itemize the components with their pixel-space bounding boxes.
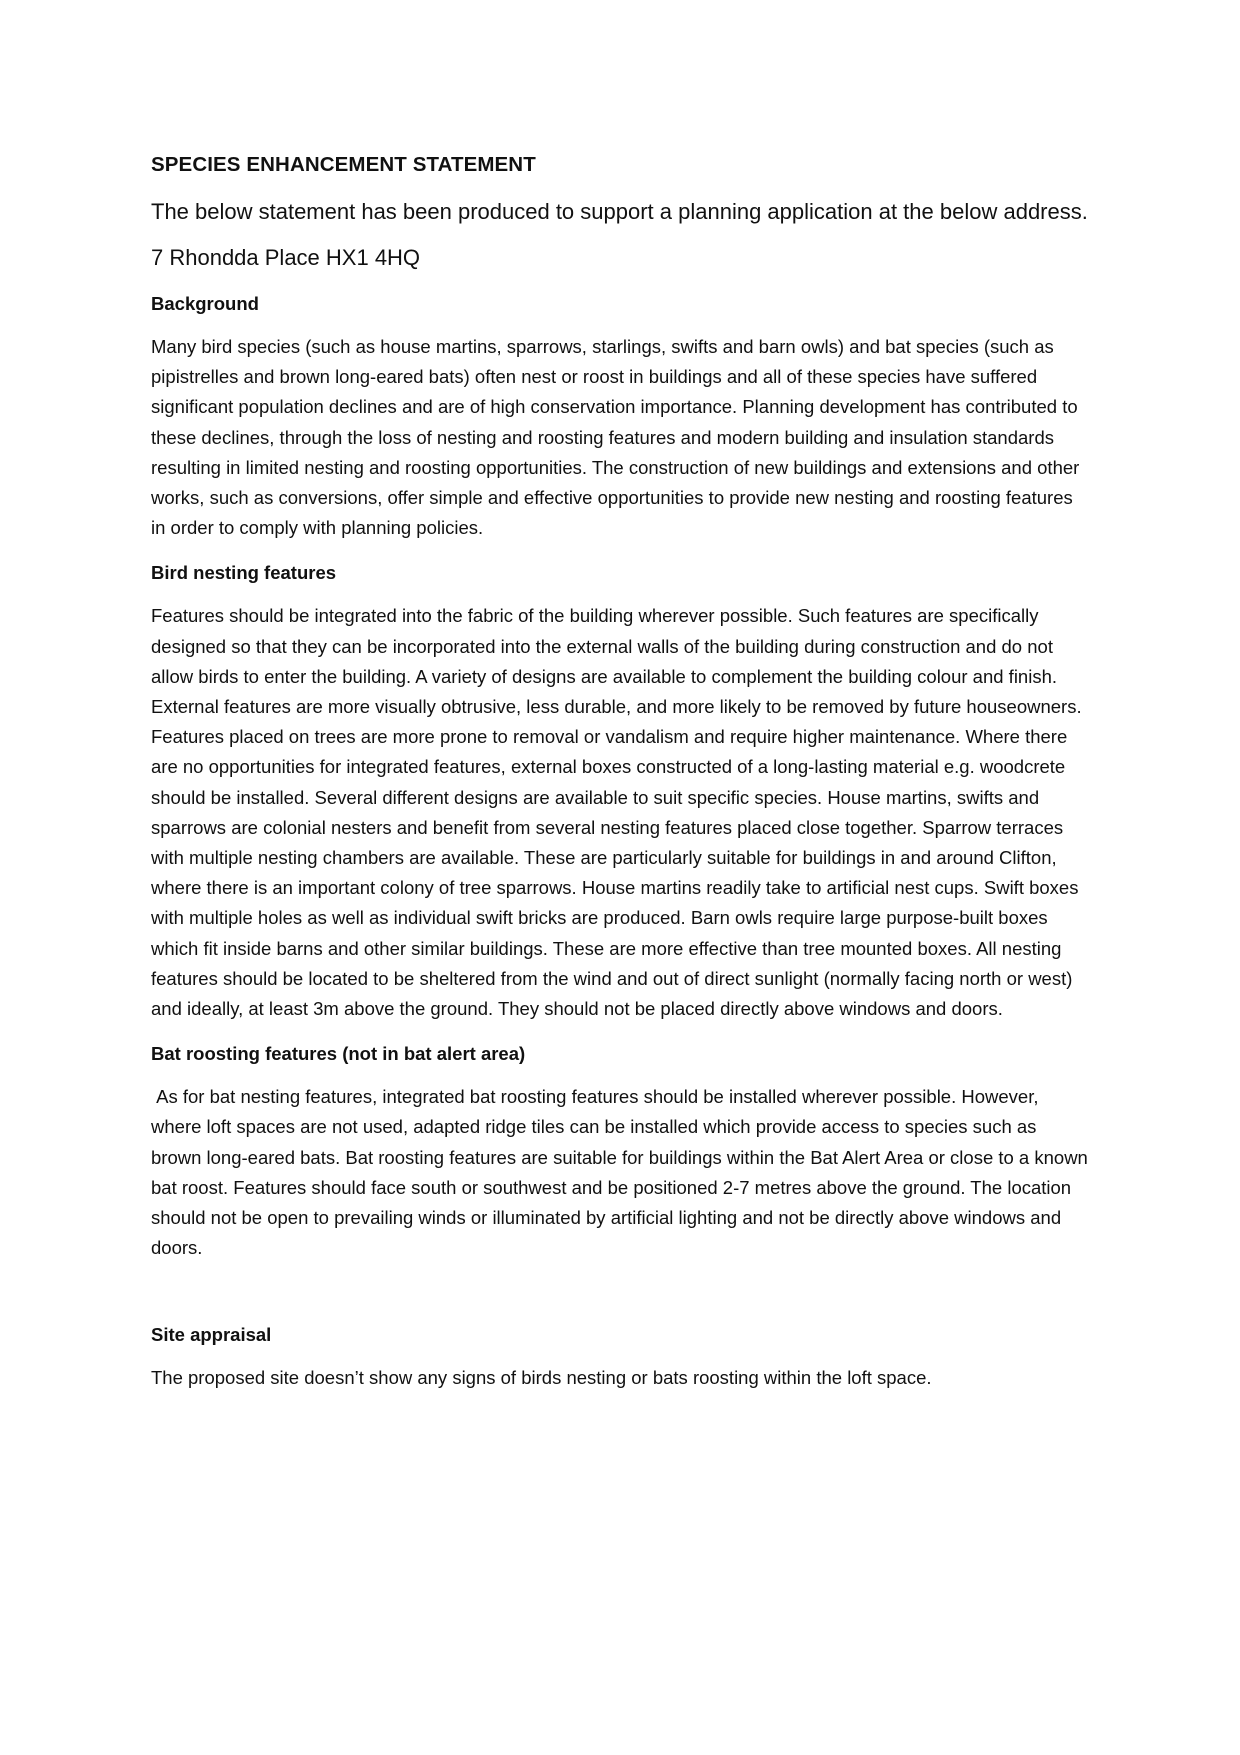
section-spacer [151, 1279, 1091, 1321]
document-body [151, 150, 1091, 1410]
bat-roosting-paragraph: As for bat nesting features, integrated bat roosting features should be installed wherever possible. However, where loft spaces are not used, adapted ridge tiles can be installed which provide access to species such as brown long-eared bats. Bat roosting features are suitable for buildings within the Bat Alert Area or close to a known bat roost. Features should face south or southwest and be positioned 2-7 metres above the ground. The location should not be open to prevailing winds or illuminated by artificial lighting and not be directly above windows and doors. [151, 1086, 1093, 1259]
bird-nesting-heading: Bird nesting features [151, 562, 337, 584]
bird-nesting-paragraph: Features should be integrated into the fabric of the building wherever possible. Such features are specifically designed so that they can be incorporated into the external walls of the building during construction and do not allow birds to enter the building. A variety of designs are available to complement the building colour and finish. External features are more visually obtrusive, less durable, and more likely to be removed by future houseowners. Features placed on trees are more prone to removal or vandalism and require higher maintenance. Where there are no opportunities for integrated features, external boxes constructed of a long-lasting material e.g. woodcrete should be installed. Several different designs are available to suit specific species. House martins, swifts and sparrows are colonial nesters and benefit from several nesting features placed close together. Sparrow terraces with multiple nesting chambers are available. These are particularly suitable for buildings in and around Clifton, where there is an important colony of tree sparrows. House martins readily take to artificial nest cups. Swift boxes with multiple holes as well as individual swift bricks are produced. Barn owls require large purpose-built boxes which fit inside barns and other similar buildings. These are more effective than tree mounted boxes. All nesting features should be located to be sheltered from the wind and out of direct sunlight (normally facing north or west) and ideally, at least 3m above the ground. They should not be placed directly above windows and doors. [151, 605, 1082, 1020]
site-address: 7 Rhondda Place HX1 4HQ [151, 245, 421, 270]
site-appraisal-heading: Site appraisal [151, 1324, 272, 1346]
site-appraisal-paragraph: The proposed site doesn’t show any signs of birds nesting or bats roosting within the loft space. [151, 1367, 932, 1389]
bat-roosting-heading: Bat roosting features (not in bat alert area) [151, 1043, 526, 1065]
background-paragraph: Many bird species (such as house martins, sparrows, starlings, swifts and barn owls) and bat species (such as pipistrelles and brown long-eared bats) often nest or roost in buildings and all of these species have suffered significant population declines and are of high conservation importance. Planning development has contributed to these declines, through the loss of nesting and roosting features and modern building and insulation standards resulting in limited nesting and roosting opportunities. The construction of new buildings and extensions and other works, such as conversions, offer simple and effective opportunities to provide new nesting and roosting features in order to comply with planning policies. [151, 336, 1080, 539]
background-heading: Background [151, 293, 259, 314]
document-title: SPECIES ENHANCEMENT STATEMENT [151, 153, 536, 176]
intro-paragraph: The below statement has been produced to support a planning application at the below address. [151, 199, 1088, 224]
